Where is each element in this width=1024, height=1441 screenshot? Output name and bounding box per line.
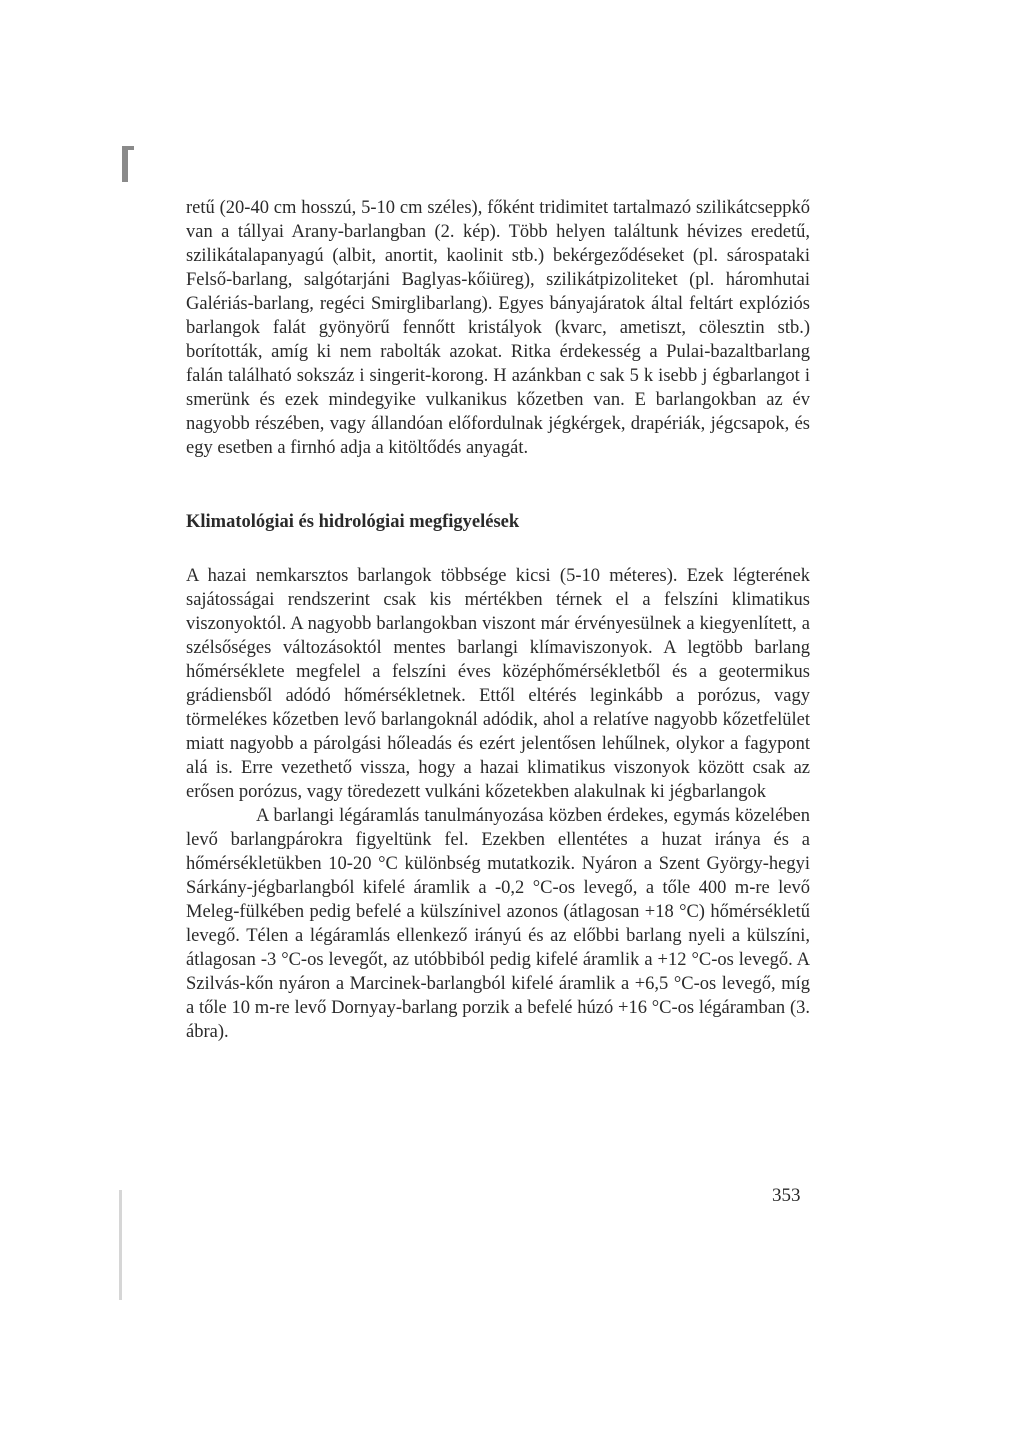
page-number: 353 <box>772 1185 801 1206</box>
scan-edge-shadow <box>119 1190 122 1300</box>
document-body <box>186 196 810 1044</box>
paragraph-2: A hazai nemkarsztos barlangok többsége kicsi (5-10 méteres). Ezek légterének sajátosságai rendszerint csak kis mértékben térnek el a felszíni klimatikus viszonyoktól. A nagyobb barlangokban viszont már érvényesülnek a kiegyenlített, a szélsőséges változásoktól mentes barlangi klímaviszonyok. A legtöbb barlang hőmérséklete megfelel a felszíni éves középhőmérsékletből és a geotermikus grádiensből adódó hőmérsékletnek. Ettől eltérés leginkább a porózus, vagy törmelékes kőzetben levő barlangoknál adódik, ahol a relatíve nagyobb kőzetfelület miatt nagyobb a párolgási hőleadás és ezért jelentősen lehűlnek, olykor a fagypont alá is. Erre vezethető vissza, hogy a hazai klimatikus viszonyok között csak az erősen porózus, vagy töredezett vulkáni kőzetekben alakulnak ki jégbarlangok <box>186 566 810 802</box>
section-heading: Klimatológiai és hidrológiai megfigyelések <box>186 512 520 532</box>
paragraph-3: A barlangi légáramlás tanulmányozása közben érdekes, egymás közelében levő barlangpárokra figyeltünk fel. Ezekben ellentétes a huzat iránya és a hőmérsékletükben 10-20 °C különbség mutatkozik. Nyáron a Szent György-hegyi Sárkány-jégbarlangból kifelé áramlik a -0,2 °C-os levegő, a tőle 400 m-re levő Meleg-fülkében pedig befelé a külszínivel azonos (átlagosan +18 °C) hőmérsékletű levegő. Télen a légáramlás ellenkező irányú és az előbbi barlang nyeli a külszíni, átlagosan -3 °C-os levegőt, az utóbbiból pedig kifelé áramlik a +12 °C-os levegő. A Szilvás-kőn nyáron a Marcinek-barlangból kifelé áramlik a +6,5 °C-os levegő, míg a tőle 10 m-re levő Dornyay-barlang porzik a befelé húzó +16 °C-os légáramban (3. ábra). <box>186 806 810 1042</box>
spacer <box>186 460 810 480</box>
paragraph-1: retű (20-40 cm hosszú, 5-10 cm széles), főként tridimitet tartalmazó szilikátcseppkő van a tállyai Arany-barlangban (2. kép). Több helyen találtunk hévizes eredetű, szilikátalapanyagú (albit, anortit, kaolinit stb.) bekérgeződéseket (pl. sárospataki Felső-barlang, salgótarjáni Baglyas-kőiüreg), szilikátpizoliteket (pl. háromhutai Galériás-barlang, regéci Smirglibarlang). Egyes bányajáratok által feltárt explóziós barlangok falát gyönyörű fennőtt kristályok (kvarc, ametiszt, cölesztin stb.) borították, amíg ki nem rabolták azokat. Ritka érdekesség a Pulai-bazaltbarlang falán található sokszáz i singerit-korong. H azánkban c sak 5 k isebb j égbarlangot i smerünk és ezek mindegyike vulkanikus kőzetben van. E barlangokban az év nagyobb részében, vagy állandóan előfordulnak jégkérgek, drapériák, jégcsapok, és egy esetben a firnhó adja a kitöltődés anyagát. <box>186 198 810 458</box>
scan-edge-mark <box>122 146 128 182</box>
